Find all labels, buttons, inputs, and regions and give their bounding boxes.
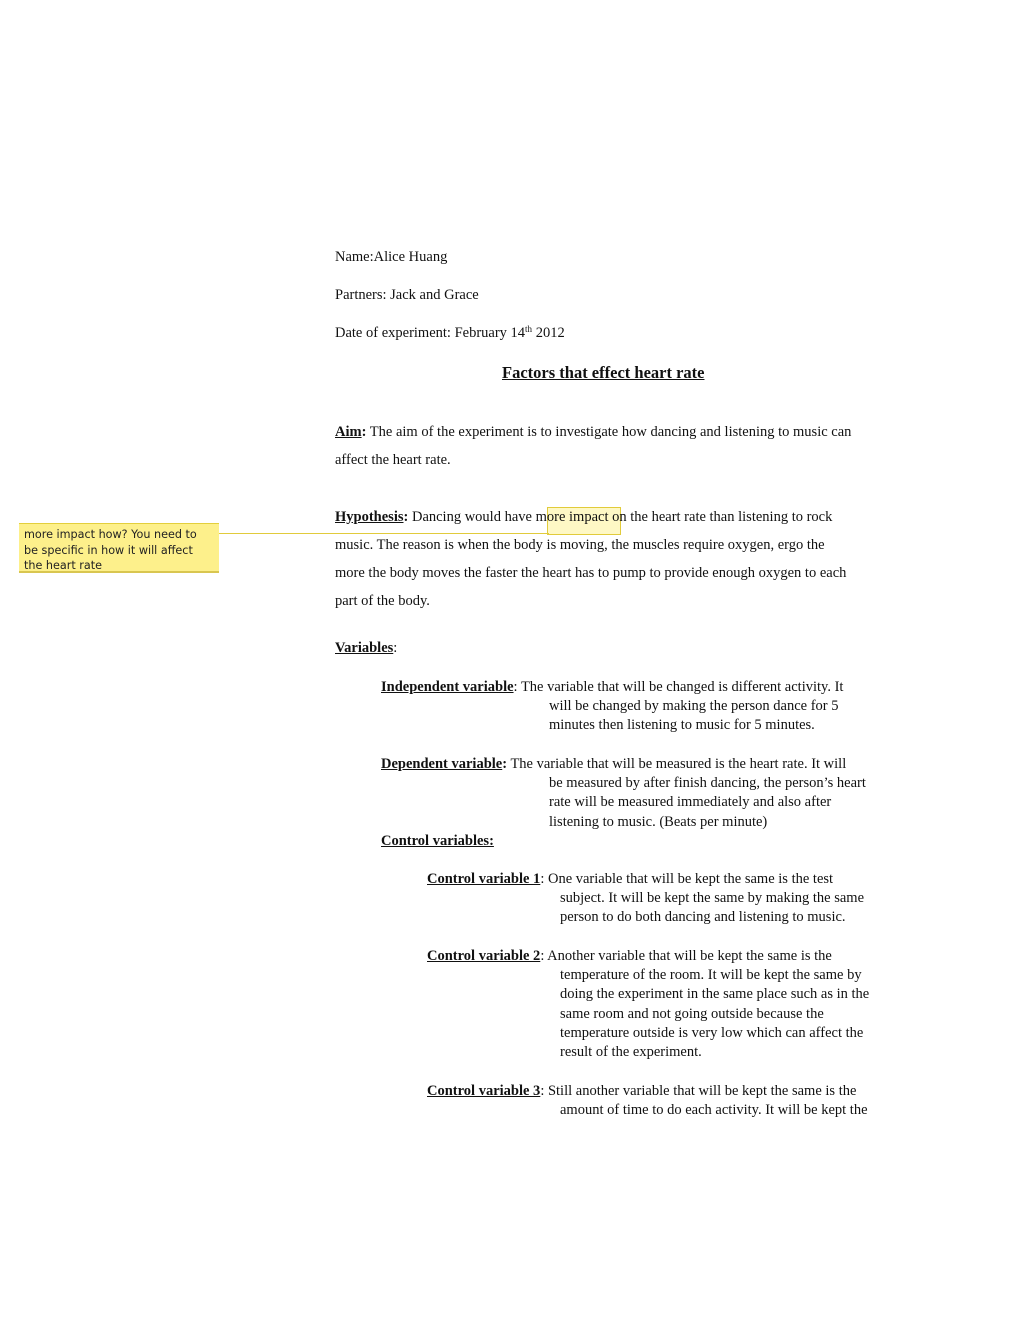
student-name: Name:Alice Huang (335, 249, 448, 265)
partners-line: Partners: Jack and Grace (335, 287, 479, 303)
independent-label: Independent variable (381, 679, 514, 695)
date-year: 2012 (532, 325, 565, 341)
variables-heading: Variables: (335, 640, 398, 656)
aim-text: The aim of the experiment is to investigate how dancing and listening to music can (366, 424, 852, 440)
hypothesis-label: Hypothesis (335, 509, 404, 525)
date-text: Date of experiment: February 14 (335, 325, 526, 341)
aim-label: Aim (335, 424, 362, 440)
control-variable-2: Control variable 2: Another variable that will be kept the same is the temperature of the room. It will be kept the same by doing the experiment in the same place such as in the same room and not going outside because the temperature outside is very low which can affect the result of the experiment. (427, 948, 870, 1061)
hypothesis-section: Hypothesis: Dancing would have more impact on the heart rate than listening to rock music. The reason is when the body is moving, the muscles require oxygen, ergo the more the body moves the faster the heart has to pump to provide enough oxygen to each part of the body. (335, 509, 847, 609)
document-title: Factors that effect heart rate (502, 363, 705, 382)
review-comment[interactable]: more impact how? You need to be specific in how it will affect the heart rate (19, 523, 219, 573)
aim-section: Aim: The aim of the experiment is to investigate how dancing and listening to music can affect the heart rate. (335, 418, 851, 474)
control-variable-3: Control variable 3: Still another variable that will be kept the same is the amount of time to do each activity. It will be kept the (427, 1083, 868, 1119)
independent-variable: Independent variable: The variable that will be changed is different activity. It will be changed by making the person dance for 5 minutes then listening to music for 5 minutes. (381, 679, 844, 734)
date-ordinal: th (525, 324, 533, 334)
experiment-date (335, 324, 565, 343)
control-variable-1: Control variable 1: One variable that will be kept the same is the test subject. It will be kept the same by making the same person to do both dancing and listening to music. (427, 871, 865, 926)
dependent-variable: Dependent variable: The variable that will be measured is the heart rate. It will be measured by after finish dancing, the person’s heart rate will be measured immediately and also after listening to music. (Beats per minute) (381, 756, 866, 830)
aim-text-line2: affect the heart rate. (335, 452, 451, 468)
dependent-label: Dependent variable (381, 756, 503, 772)
control-variables-heading: Control variables: (381, 833, 494, 849)
highlighted-phrase: more impact (535, 509, 609, 525)
